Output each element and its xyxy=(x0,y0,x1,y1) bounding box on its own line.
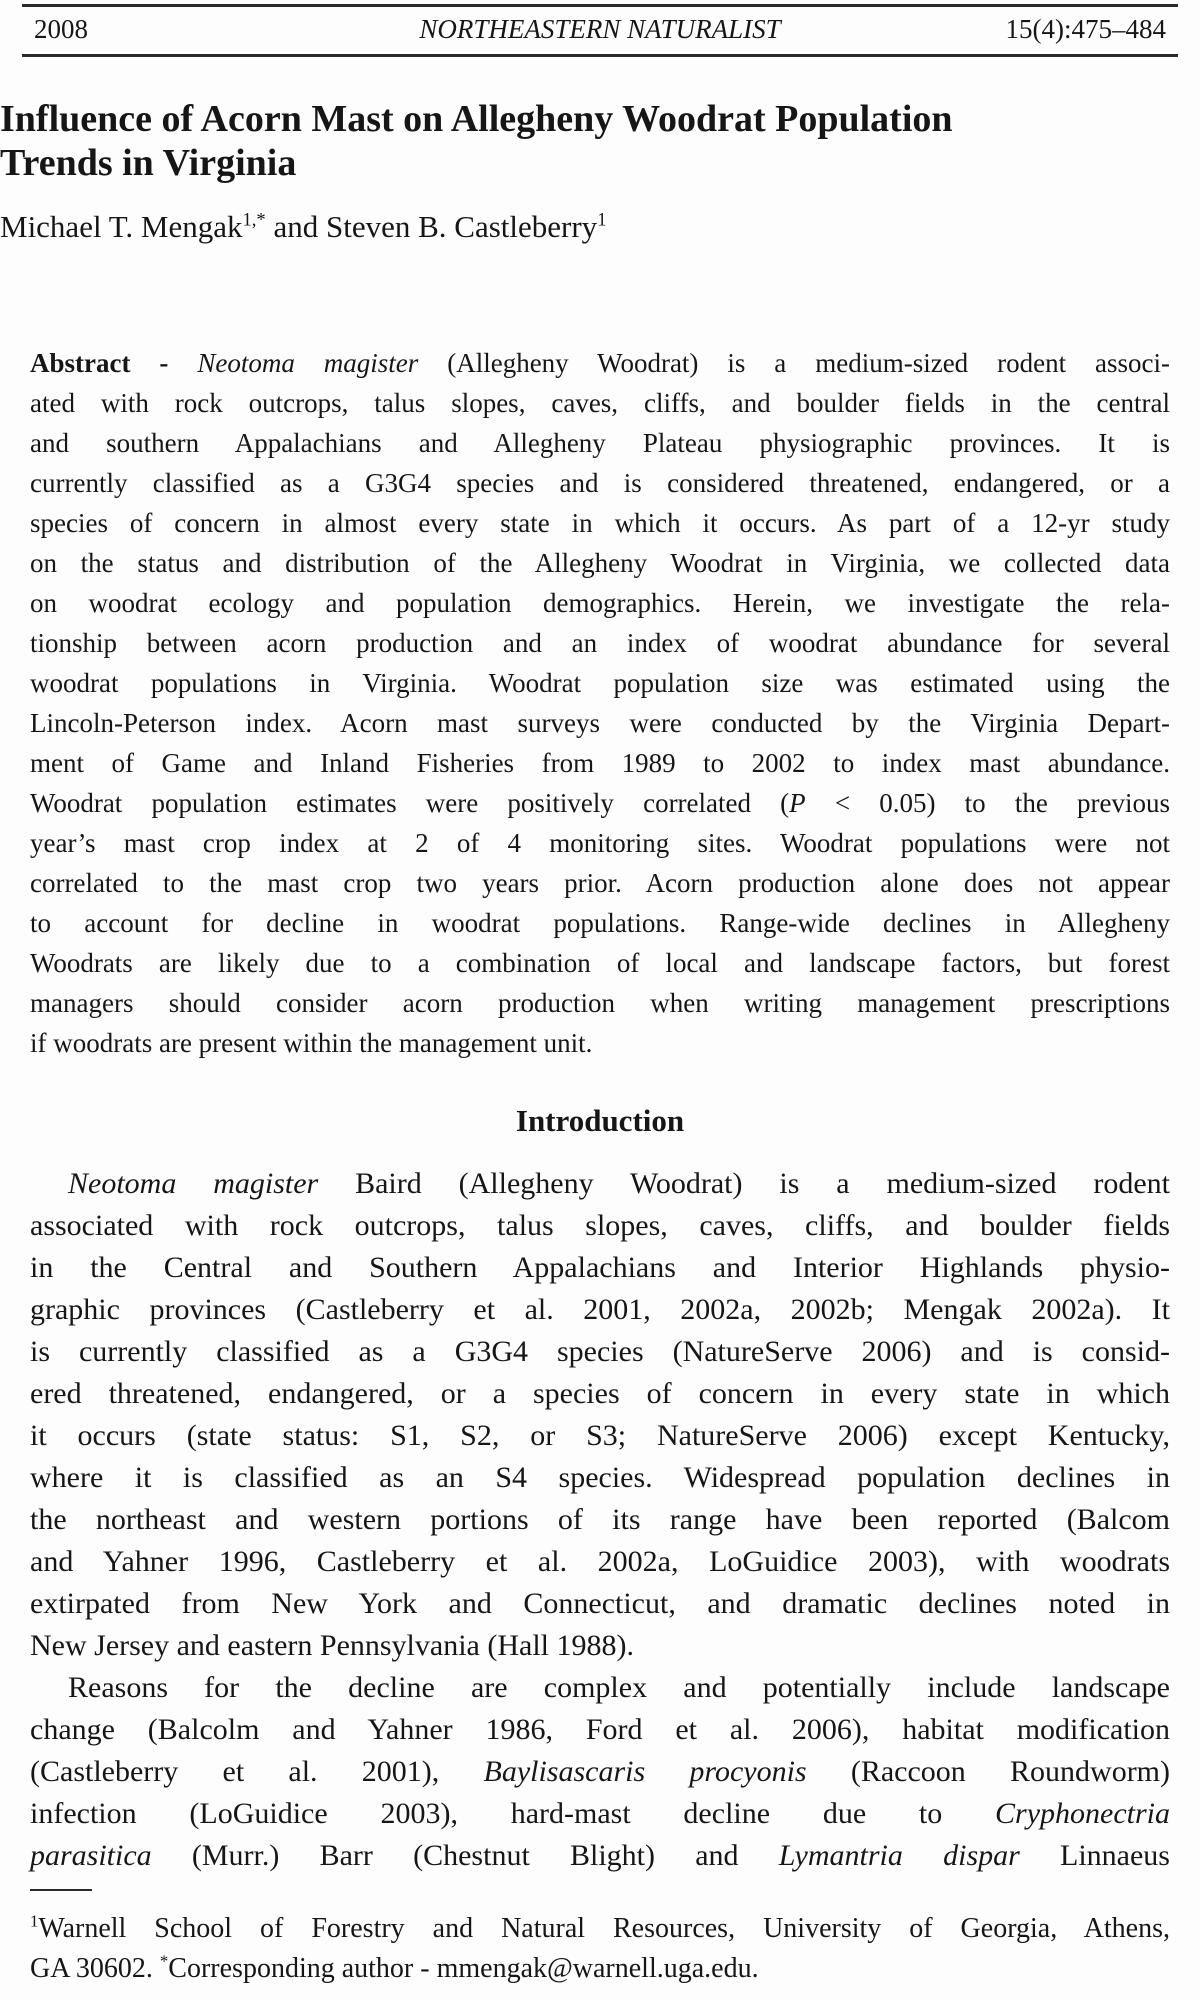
text-line: change (Balcolm and Yahner 1986, Ford et al. 2006), habitat modification xyxy=(30,1713,1170,1746)
text-line: Michael T. Mengak$^{1,*}$ and Steven B. Castleberry$^1$ xyxy=(0,209,607,244)
abstract-section xyxy=(30,343,1170,1063)
text-line: Lincoln-Peterson index. Acorn mast surveys were conducted by the Virginia Depart- xyxy=(30,708,1170,738)
text-line: managers should consider acorn production when writing management prescriptions xyxy=(30,988,1170,1018)
text-line: species of concern in almost every state in which it occurs. As part of a 12-yr study xyxy=(30,508,1170,538)
text-line: graphic provinces (Castleberry et al. 2001, 2002a, 2002b; Mengak 2002a). It xyxy=(30,1293,1170,1326)
text-line: Trends in Virginia xyxy=(0,142,297,184)
intro-paragraph-2 xyxy=(30,1667,1170,1877)
text-line: currently classified as a G3G4 species and is considered threatened, endangered, or a xyxy=(30,468,1170,498)
text-line: on the status and distribution of the Allegheny Woodrat in Virginia, we collected data xyxy=(30,548,1170,578)
text-line: parasitica (Murr.) Barr (Chestnut Blight) and Lymantria dispar Linnaeus xyxy=(30,1839,1170,1872)
header-year: 2008 xyxy=(34,14,88,44)
text-line: correlated to the mast crop two years prior. Acorn production alone does not appear xyxy=(30,868,1170,898)
text-line: it occurs (state status: S1, S2, or S3; NatureServe 2006) except Kentucky, xyxy=(30,1419,1170,1452)
text-line: the northeast and western portions of its range have been reported (Balcom xyxy=(30,1503,1170,1536)
text-line: and southern Appalachians and Allegheny Plateau physiographic provinces. It is xyxy=(30,428,1170,458)
text-line: infection (LoGuidice 2003), hard-mast decline due to Cryphonectria xyxy=(30,1797,1170,1830)
authors-line xyxy=(0,209,1200,245)
running-head xyxy=(22,4,1178,57)
text-line: ered threatened, endangered, or a species of concern in every state in which xyxy=(30,1377,1170,1410)
text-line: Influence of Acorn Mast on Allegheny Woodrat Population xyxy=(0,98,953,140)
text-line: year’s mast crop index at 2 of 4 monitoring sites. Woodrat populations were not xyxy=(30,828,1170,858)
text-line: GA 30602. *Corresponding author - mmengak@warnell.uga.edu. xyxy=(30,1951,759,1984)
text-line: is currently classified as a G3G4 species (NatureServe 2006) and is consid- xyxy=(30,1335,1170,1368)
text-line: extirpated from New York and Connecticut, and dramatic declines noted in xyxy=(30,1587,1170,1620)
text-line: Woodrats are likely due to a combination of local and landscape factors, but forest xyxy=(30,948,1170,978)
text-line: tionship between acorn production and an index of woodrat abundance for several xyxy=(30,628,1170,658)
text-line: on woodrat ecology and population demographics. Herein, we investigate the rela- xyxy=(30,588,1170,618)
article-title xyxy=(0,97,1200,185)
footnote-section xyxy=(30,1909,1170,1989)
text-line: Abstract - Neotoma magister (Allegheny Woodrat) is a medium-sized rodent associ- xyxy=(30,348,1170,378)
text-line: associated with rock outcrops, talus slopes, caves, cliffs, and boulder fields xyxy=(30,1209,1170,1242)
text-line: Neotoma magister Baird (Allegheny Woodrat) is a medium-sized rodent xyxy=(68,1167,1170,1200)
intro-paragraph-1 xyxy=(30,1163,1170,1667)
text-line: where it is classified as an S4 species. Widespread population declines in xyxy=(30,1461,1170,1494)
text-line: if woodrats are present within the management unit. xyxy=(30,1028,593,1058)
text-line: Woodrat population estimates were positively correlated (P < 0.05) to the previous xyxy=(30,788,1170,818)
text-line: Reasons for the decline are complex and potentially include landscape xyxy=(68,1671,1170,1704)
journal-name: NORTHEASTERN NATURALIST xyxy=(419,14,781,44)
page-citation: 15(4):475–484 xyxy=(1005,14,1166,44)
text-line: to account for decline in woodrat populations. Range-wide declines in Allegheny xyxy=(30,908,1170,938)
text-line: New Jersey and eastern Pennsylvania (Hall 1988). xyxy=(30,1629,634,1662)
text-line: in the Central and Southern Appalachians and Interior Highlands physio- xyxy=(30,1251,1170,1284)
text-line: and Yahner 1996, Castleberry et al. 2002a, LoGuidice 2003), with woodrats xyxy=(30,1545,1170,1578)
text-line: woodrat populations in Virginia. Woodrat population size was estimated using the xyxy=(30,668,1170,698)
text-line: $^1$Warnell School of Forestry and Natural Resources, University of Georgia, Athens, xyxy=(30,1911,1170,1944)
text-line: ated with rock outcrops, talus slopes, caves, cliffs, and boulder fields in the central xyxy=(30,388,1170,418)
footnote-separator-rule xyxy=(30,1889,92,1891)
text-line: ment of Game and Inland Fisheries from 1989 to 2002 to index mast abundance. xyxy=(30,748,1170,778)
text-line: (Castleberry et al. 2001), Baylisascaris procyonis (Raccoon Roundworm) xyxy=(30,1755,1171,1788)
introduction-heading: Introduction xyxy=(515,1103,685,1138)
